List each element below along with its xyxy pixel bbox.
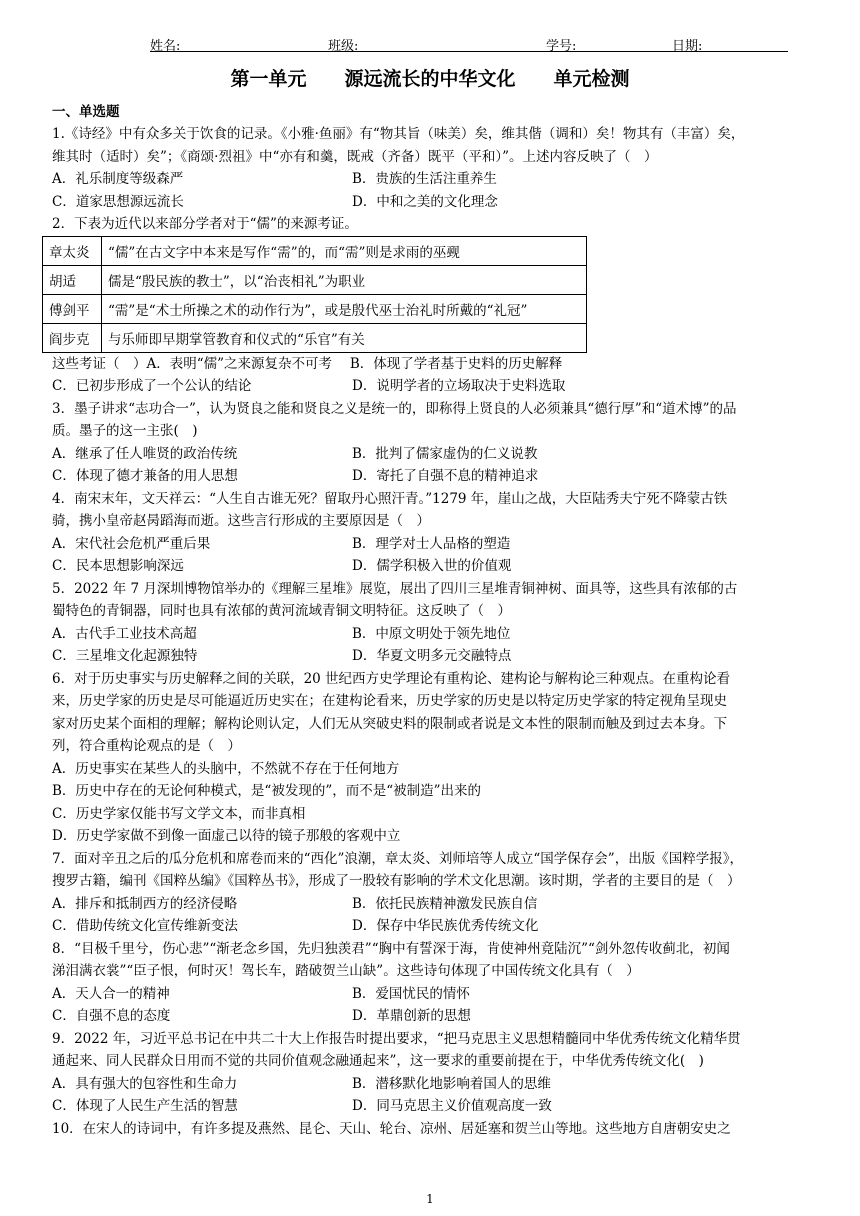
option-b: B．批判了儒家虚伪的仁义说教 [352, 445, 538, 462]
option-b: B．理学对士人品格的塑造 [352, 535, 511, 552]
option-a: A．宋代社会危机严重后果 [52, 535, 211, 552]
question-stem: 7．面对辛丑之后的瓜分危机和席卷而来的“西化”浪潮，章太炎、刘师培等人成立“国学保存会”，出版《国粹学报》， [52, 850, 743, 867]
option-c: C．借助传统文化宣传维新变法 [52, 918, 238, 934]
option-d: D．中和之美的文化理念 [352, 193, 498, 210]
question-4 [52, 488, 812, 578]
option-d: D．寄托了自强不息的精神追求 [352, 468, 539, 484]
question-stem: 这些考证（ ）A．表明“儒”之来源复杂不可考 B．体现了学者基于史料的历史解释 [52, 355, 563, 372]
question-stem: 10．在宋人的诗词中，有许多提及燕然、昆仑、天山、轮台、凉州、居延塞和贺兰山等地。这些地方自唐朝安史之 [52, 1120, 731, 1137]
scholar-name: 章太炎 [43, 236, 102, 265]
question-5 [52, 578, 812, 668]
question-stem: 8．“目极千里兮，伤心悲”“渐老念乡国，先归独羡君”“胸中有誓深于海，肯使神州竟陆沉”“剑外忽传收蓟北，初闻 [52, 940, 730, 957]
question-10 [52, 1118, 812, 1141]
option-d: D．同马克思主义价值观高度一致 [352, 1098, 552, 1114]
question-stem: 4．南宋末年，文天祥云：“人生自古谁无死？留取丹心照汗青。”1279 年，崖山之战，大臣陆秀夫宁死不降蒙古铁 [52, 490, 728, 507]
option-a: A．排斥和抵制西方的经济侵略 [52, 895, 238, 912]
option-d: D．历史学家做不到像一面虚己以待的镜子那般的客观中立 [52, 828, 401, 844]
question-list [49, 101, 812, 1140]
name-label: 姓名: [150, 39, 181, 54]
option-c: C．体现了人民生产生活的智慧 [52, 1098, 238, 1114]
question-2 [49, 213, 812, 398]
page-title: 第一单元 源远流长的中华文化 单元检测 [230, 68, 630, 90]
option-b: B．贵族的生活注重养生 [352, 171, 497, 187]
option-a: A．天人合一的精神 [52, 985, 170, 1002]
option-b: B．依托民族精神激发民族自信 [352, 895, 538, 912]
scholar-view: 与乐师即早期掌管教育和仪式的“乐官”有关 [102, 323, 587, 352]
scholar-view: 儒是“殷民族的教士”，以“治丧相礼”为职业 [102, 265, 587, 294]
scholar-name: 傅剑平 [43, 294, 102, 323]
question-3 [52, 398, 812, 488]
question-stem: 维其时（适时）矣”；《商颂·烈祖》中“亦有和羹，既戒（齐备）既平（平和）”。上述内容反映了（ ） [52, 148, 658, 165]
option-b: B．潜移默化地影响着国人的思维 [352, 1075, 551, 1092]
option-a: A．历史事实在某些人的头脑中，不然就不存在于任何地方 [52, 760, 400, 777]
question-stem: 质。墨子的这一主张( ) [52, 423, 198, 439]
question-7 [52, 848, 812, 938]
scholar-view: “儒”在古文字中本来是写作“需”的，而“需”则是求雨的巫觋 [102, 236, 587, 265]
question-stem: 6．对于历史事实与历史解释之间的关联，20 世纪西方史学理论有重构论、建构论与解构论三种观点。在重构论看 [52, 670, 731, 687]
question-stem: 2．下表为近代以来部分学者对于“儒”的来源考证。 [52, 216, 358, 232]
option-d: D．儒学积极入世的价值观 [352, 558, 512, 574]
scholar-name: 阎步克 [43, 323, 102, 352]
option-d: D．说明学者的立场取决于史料选取 [352, 378, 566, 394]
class-label: 班级: [328, 39, 359, 54]
question-stem: 1.《诗经》中有众多关于饮食的记录。《小雅·鱼丽》有“物其旨（味美）矣，维其偕（调和）矣！物其有（丰富）矣， [52, 126, 745, 142]
option-b: B．历史中存在的无论何种模式，是“被发现的”，而不是“被制造”出来的 [52, 783, 482, 799]
date-label: 日期: [672, 39, 703, 54]
question-stem: 3．墨子讲求“志功合一”，认为贤良之能和贤良之义是统一的，即称得上贤良的人必须兼具“德行厚”和“道术博”的品 [52, 400, 737, 417]
option-d: D．华夏文明多元交融特点 [352, 648, 512, 664]
option-c: C．道家思想源远流长 [52, 193, 184, 210]
question-stem: 列，符合重构论观点的是（ ） [52, 738, 241, 754]
student-id-label: 学号: [546, 39, 577, 54]
question-1 [52, 123, 812, 213]
table-row [43, 294, 587, 323]
option-a: A．具有强大的包容性和生命力 [52, 1075, 238, 1092]
option-a: A．礼乐制度等级森严 [52, 171, 184, 187]
question-8 [52, 938, 812, 1028]
table-row [43, 323, 587, 352]
option-a: A．继承了任人唯贤的政治传统 [52, 445, 238, 462]
option-c: C．历史学家仅能书写文学文本，而非真相 [52, 805, 306, 822]
source-table [42, 236, 587, 353]
option-c: C．三星堆文化起源独特 [52, 648, 198, 664]
question-stem: 家对历史某个面相的理解；解构论则认定，人们无从突破史料的限制或者说是文本性的限制而触及到过去本身。下 [52, 715, 727, 732]
question-9 [52, 1028, 812, 1118]
option-b: B．中原文明处于领先地位 [352, 625, 511, 642]
option-a: A．古代手工业技术高超 [52, 625, 197, 642]
question-stem: 来，历史学家的历史是尽可能逼近历史实在；在建构论看来，历史学家的历史是以特定历史学家的特定视角呈现史 [52, 693, 727, 709]
section-heading: 一、单选题 [52, 104, 120, 120]
question-6 [52, 668, 812, 848]
student-info-header [150, 33, 788, 52]
page-number: 1 [426, 1192, 434, 1206]
option-b: B．爱国忧民的情怀 [352, 985, 470, 1002]
option-c: C．体现了德才兼备的用人思想 [52, 468, 238, 484]
question-stem: 涕泪满衣裳”“臣子恨，何时灭！驾长车，踏破贺兰山缺”。这些诗句体现了中国传统文化具有（ ） [52, 963, 640, 979]
question-stem: 5．2022 年 7 月深圳博物馆举办的《理解三星堆》展览，展出了四川三星堆青铜神树、面具等，这些具有浓郁的古 [52, 580, 738, 597]
question-stem: 骑，携小皇帝赵昺蹈海而逝。这些言行形成的主要原因是（ ） [52, 513, 430, 529]
scholar-view: “需”是“术士所操之术的动作行为”，或是殷代巫士治礼时所戴的“礼冠” [102, 294, 587, 323]
question-stem: 蜀特色的青铜器，同时也具有浓郁的黄河流域青铜文明特征。这反映了（ ） [52, 603, 511, 619]
table-row [43, 265, 587, 294]
option-c: C．自强不息的态度 [52, 1008, 171, 1024]
option-c: C．已初步形成了一个公认的结论 [52, 378, 252, 394]
scholar-name: 胡适 [43, 265, 102, 294]
option-d: D．革鼎创新的思想 [352, 1008, 471, 1024]
option-d: D．保存中华民族优秀传统文化 [352, 918, 539, 934]
table-row [43, 236, 587, 265]
question-stem: 搜罗古籍，编刊《国粹丛编》《国粹丛书》，形成了一股较有影响的学术文化思潮。该时期，学者的主要目的是（ ） [52, 873, 741, 889]
question-stem: 通起来、同人民群众日用而不觉的共同价值观念融通起来”，这一要求的重要前提在于，中华优秀传统文化( ) [52, 1053, 704, 1069]
option-c: C．民本思想影响深远 [52, 558, 184, 574]
question-stem: 9．2022 年，习近平总书记在中共二十大上作报告时提出要求，“把马克思主义思想精髓同中华优秀传统文化精华贯 [52, 1030, 741, 1047]
